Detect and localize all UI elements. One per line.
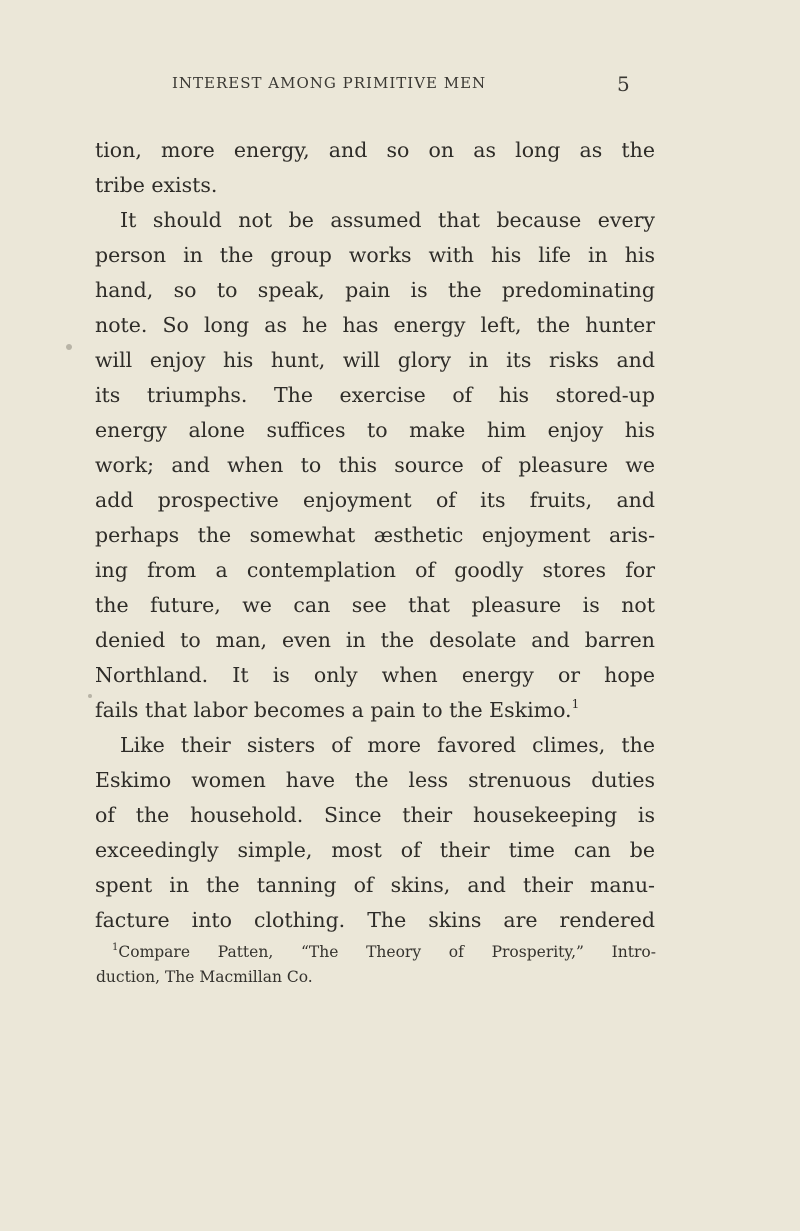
footnote-line-content: Compare Patten, “The Theory of Prosperity,” Intro- bbox=[118, 943, 656, 961]
text-line: of the household. Since their housekeeping is bbox=[95, 803, 655, 827]
text-line: person in the group works with his life in his bbox=[95, 243, 655, 267]
text-line: perhaps the somewhat æsthetic enjoyment aris- bbox=[95, 523, 655, 547]
text-line: work; and when to this source of pleasure we bbox=[95, 453, 655, 477]
text-line: will enjoy his hunt, will glory in its risks and bbox=[95, 348, 655, 372]
text-line: facture into clothing. The skins are rendered bbox=[95, 908, 655, 932]
text-line: denied to man, even in the desolate and barren bbox=[95, 628, 655, 652]
text-line: hand, so to speak, pain is the predominating bbox=[95, 278, 655, 302]
text-line: its triumphs. The exercise of his stored-up bbox=[95, 383, 655, 407]
text-line: add prospective enjoyment of its fruits, and bbox=[95, 488, 655, 512]
text-line: energy alone suffices to make him enjoy his bbox=[95, 418, 655, 442]
text-line: tion, more energy, and so on as long as the bbox=[95, 138, 655, 162]
text-line: spent in the tanning of skins, and their manu- bbox=[95, 873, 655, 897]
text-line: note. So long as he has energy left, the hunter bbox=[95, 313, 655, 337]
footnote-line bbox=[112, 943, 656, 965]
text-line: exceedingly simple, most of their time can be bbox=[95, 838, 655, 862]
text-line: Northland. It is only when energy or hope bbox=[95, 663, 655, 687]
text-line bbox=[95, 698, 655, 732]
running-head: INTEREST AMONG PRIMITIVE MEN bbox=[172, 74, 487, 92]
footnote-marker: 1 bbox=[112, 942, 119, 953]
text-line: ing from a contemplation of goodly stores for bbox=[95, 558, 655, 582]
page-number: 5 bbox=[617, 72, 630, 96]
text-line: tribe exists. bbox=[95, 173, 218, 197]
text-line: Like their sisters of more favored climes, the bbox=[120, 733, 655, 757]
text-line-content: fails that labor becomes a pain to the Eskimo. bbox=[95, 698, 572, 722]
ink-mark bbox=[66, 344, 72, 350]
text-line: Eskimo women have the less strenuous duties bbox=[95, 768, 655, 792]
ink-mark bbox=[88, 694, 92, 698]
footnote-line: duction, The Macmillan Co. bbox=[96, 968, 313, 986]
text-line: the future, we can see that pleasure is not bbox=[95, 593, 655, 617]
text-line: It should not be assumed that because every bbox=[120, 208, 655, 232]
footnote-ref: 1 bbox=[571, 697, 580, 711]
